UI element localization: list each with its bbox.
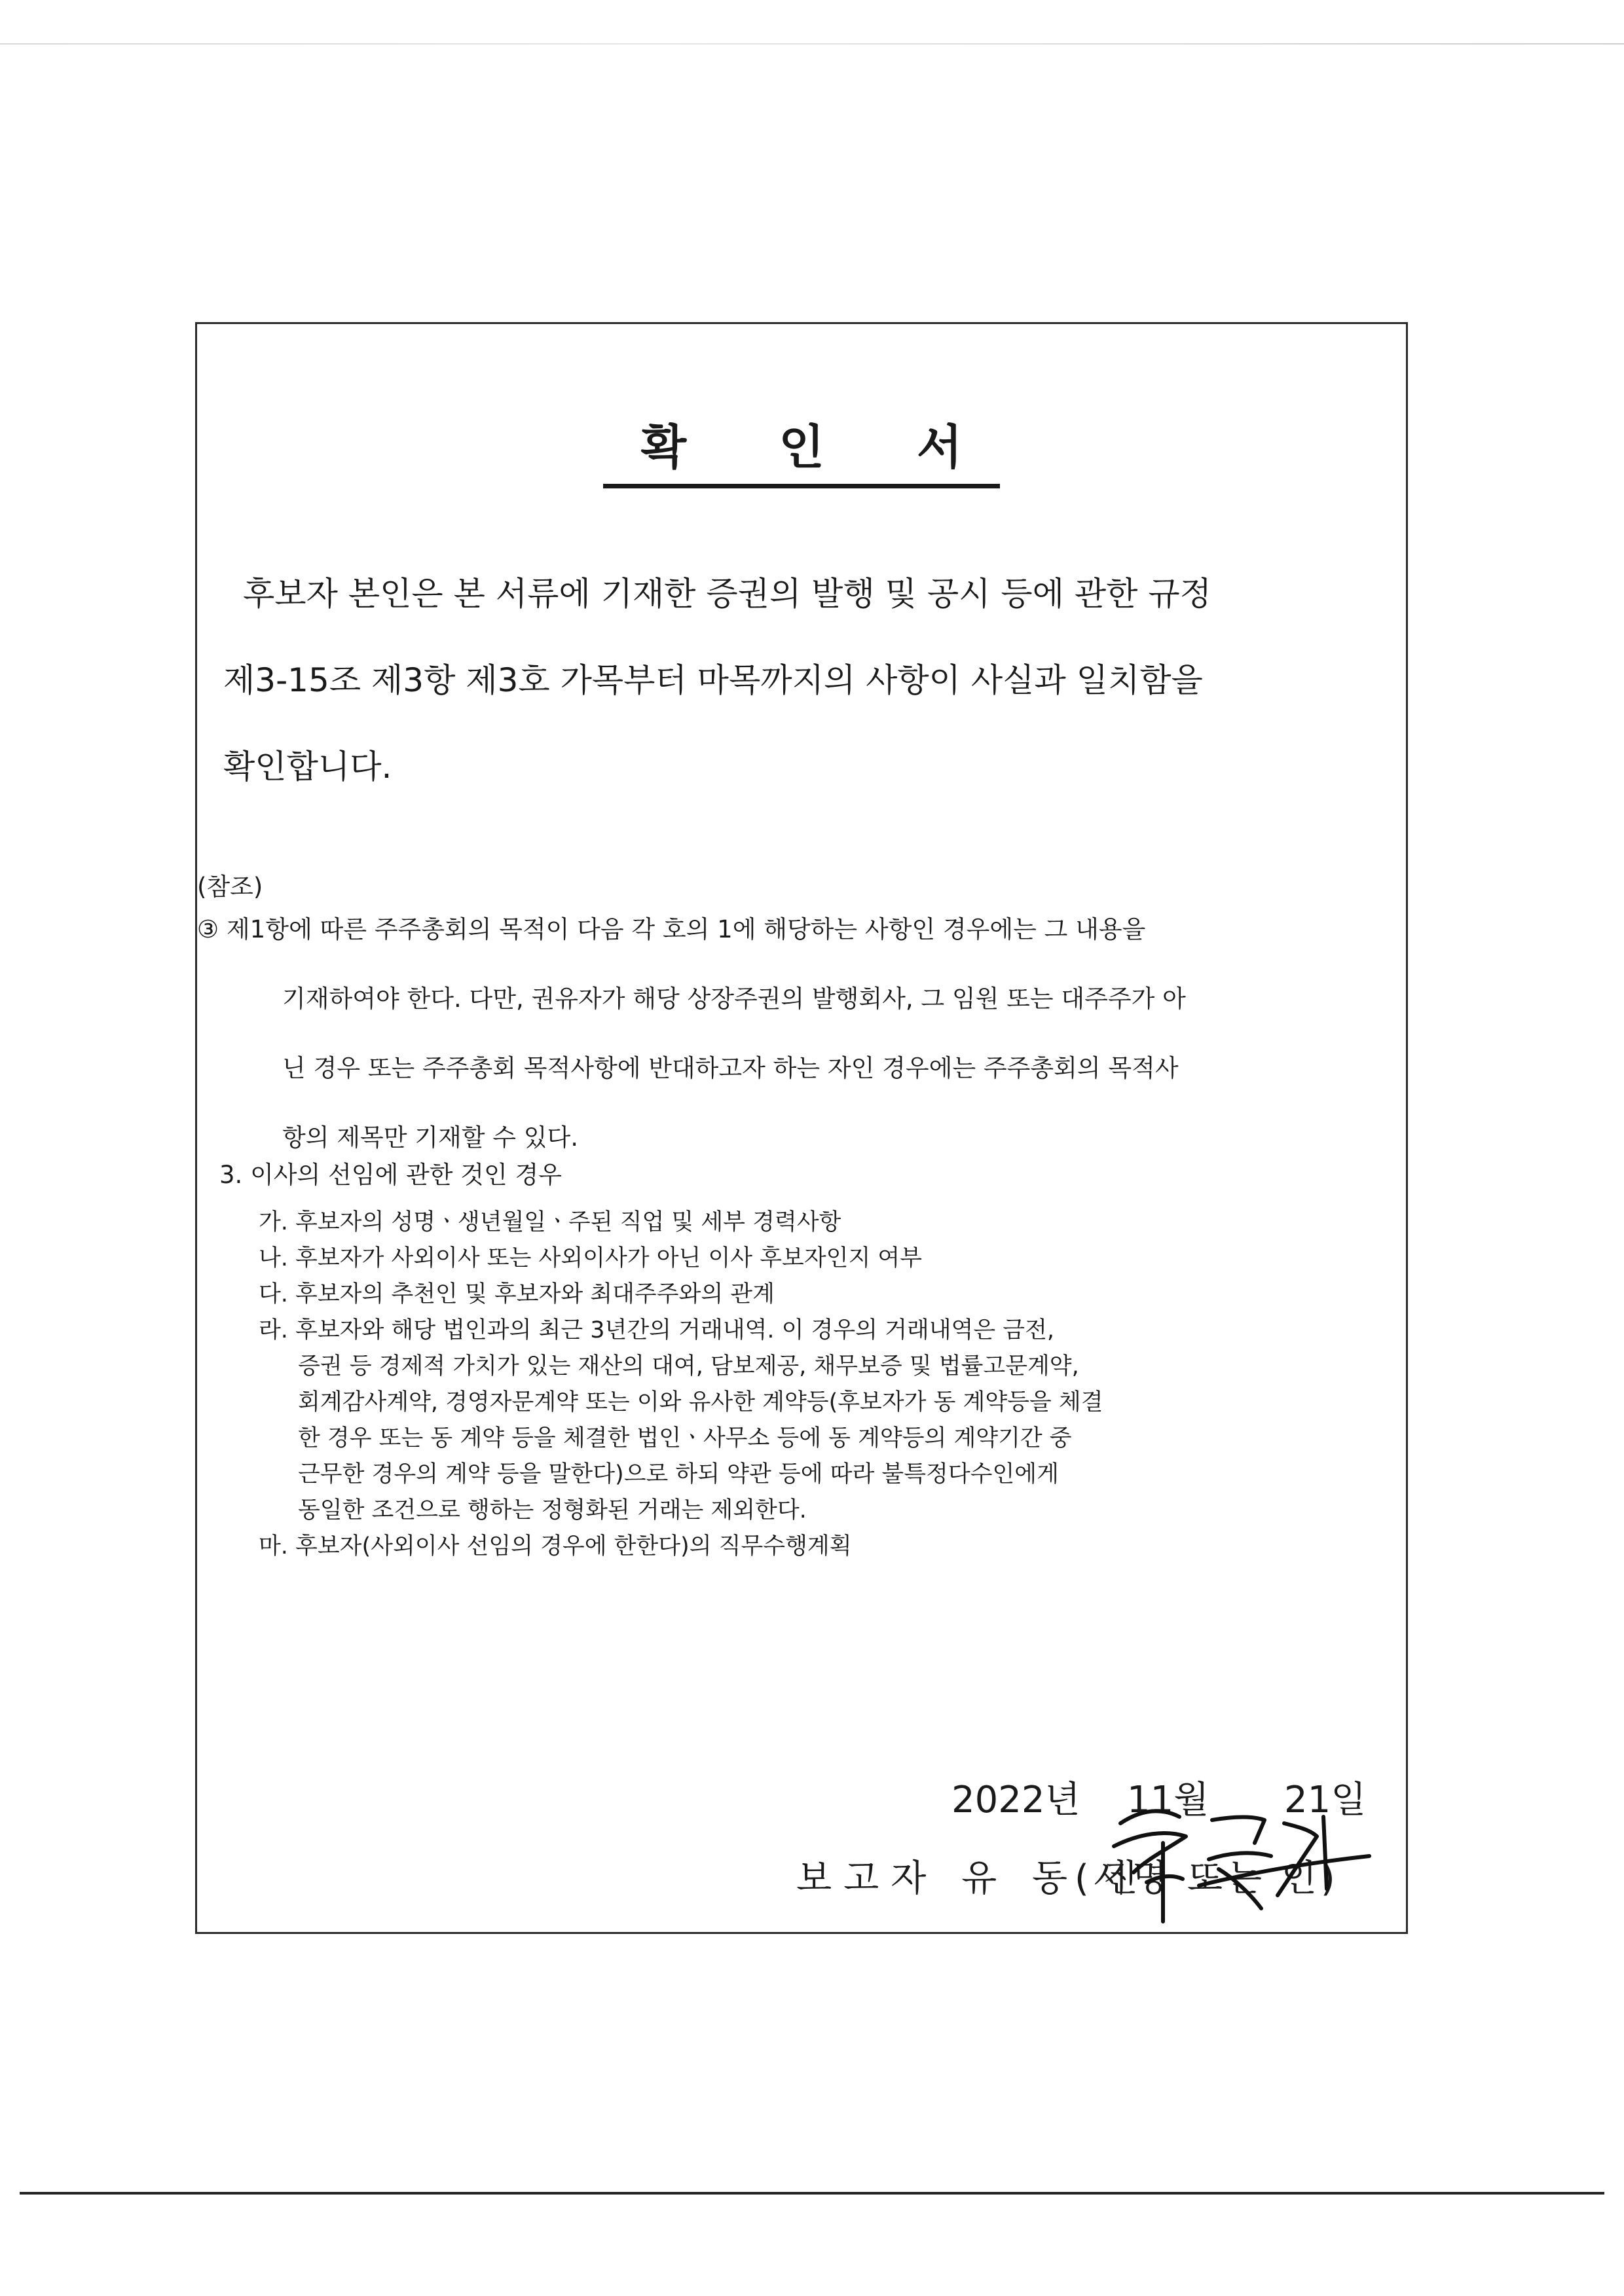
sub-item-list — [219, 1205, 1398, 1565]
reference-paragraph-line: 항의 제목만 기재할 수 있다. — [282, 1123, 578, 1152]
sub-item-ra: 라. 후보자와 해당 법인과의 최근 3년간의 거래내역. 이 경우의 거래내역은 금전, — [259, 1317, 1055, 1343]
reference-paragraph-line: 닌 경우 또는 주주총회 목적사항에 반대하고자 하는 자인 경우에는 주주총회의 목적사 — [282, 1054, 1179, 1082]
sub-item-ra-continuation: 동일한 조건으로 행하는 정형화된 거래는 제외한다. — [298, 1497, 807, 1523]
sub-item-na: 나. 후보자가 사외이사 또는 사외이사가 아닌 이사 후보자인지 여부 — [259, 1245, 923, 1271]
scan-bottom-edge — [20, 2192, 1604, 2195]
sub-item-ra-continuation: 근무한 경우의 계약 등을 말한다)으로 하되 약관 등에 따라 불특정다수인에게 — [298, 1461, 1059, 1487]
handwritten-signature — [1101, 1797, 1376, 1928]
date-year: 2022년 — [951, 1779, 1080, 1821]
declaration-line: 제3-15조 제3항 제3호 가목부터 마목까지의 사항이 사실과 일치함을 — [223, 661, 1203, 699]
item-3-section — [219, 1152, 1398, 1565]
declaration-statement — [223, 573, 1395, 832]
sub-item-ma: 마. 후보자(사외이사 선임의 경우에 한한다)의 직무수행계획 — [259, 1533, 852, 1559]
date-day: 21일 — [1284, 1779, 1367, 1821]
confirmation-document-frame — [195, 322, 1408, 1934]
sub-item-da: 다. 후보자의 추천인 및 후보자와 최대주주와의 관계 — [259, 1281, 775, 1307]
reference-section — [197, 861, 1402, 1191]
declaration-line: 후보자 본인은 본 서류에 기재한 증권의 발행 및 공시 등에 관한 규정 — [243, 575, 1211, 613]
sub-item-ra-continuation: 한 경우 또는 동 계약 등을 체결한 법인ㆍ사무소 등에 동 계약등의 계약기간 중 — [298, 1425, 1072, 1451]
scan-top-edge — [0, 43, 1624, 45]
reference-paragraph-line: 기재하여야 한다. 다만, 권유자가 해당 상장주권의 발행회사, 그 임원 또는 대주주가 아 — [282, 985, 1186, 1013]
sub-item-ga: 가. 후보자의 성명ㆍ생년월일ㆍ주된 직업 및 세부 경력사항 — [259, 1209, 841, 1235]
declaration-line: 확인합니다. — [223, 748, 392, 786]
title-area — [197, 409, 1406, 488]
item-3-title: 3. 이사의 선임에 관한 것인 경우 — [219, 1161, 563, 1189]
reporter-name: 보고자 유 동 진 — [796, 1857, 1150, 1900]
reference-paragraph-line: ③ 제1항에 따른 주주총회의 목적이 다음 각 호의 1에 해당하는 사항인 경우에는 그 내용을 — [197, 915, 1146, 943]
signature-or-seal-note: (서명 또는 인) — [1075, 1857, 1339, 1900]
document-title: 확 인 서 — [603, 409, 1001, 488]
reference-heading: (참조) — [197, 873, 263, 901]
sub-item-ra-continuation: 회계감사계약, 경영자문계약 또는 이와 유사한 계약등(후보자가 동 계약등을 체결 — [298, 1389, 1103, 1415]
sub-item-ra-continuation: 증권 등 경제적 가치가 있는 재산의 대여, 담보제공, 채무보증 및 법률고문계약, — [298, 1353, 1079, 1379]
date-month: 11월 — [1127, 1779, 1209, 1821]
